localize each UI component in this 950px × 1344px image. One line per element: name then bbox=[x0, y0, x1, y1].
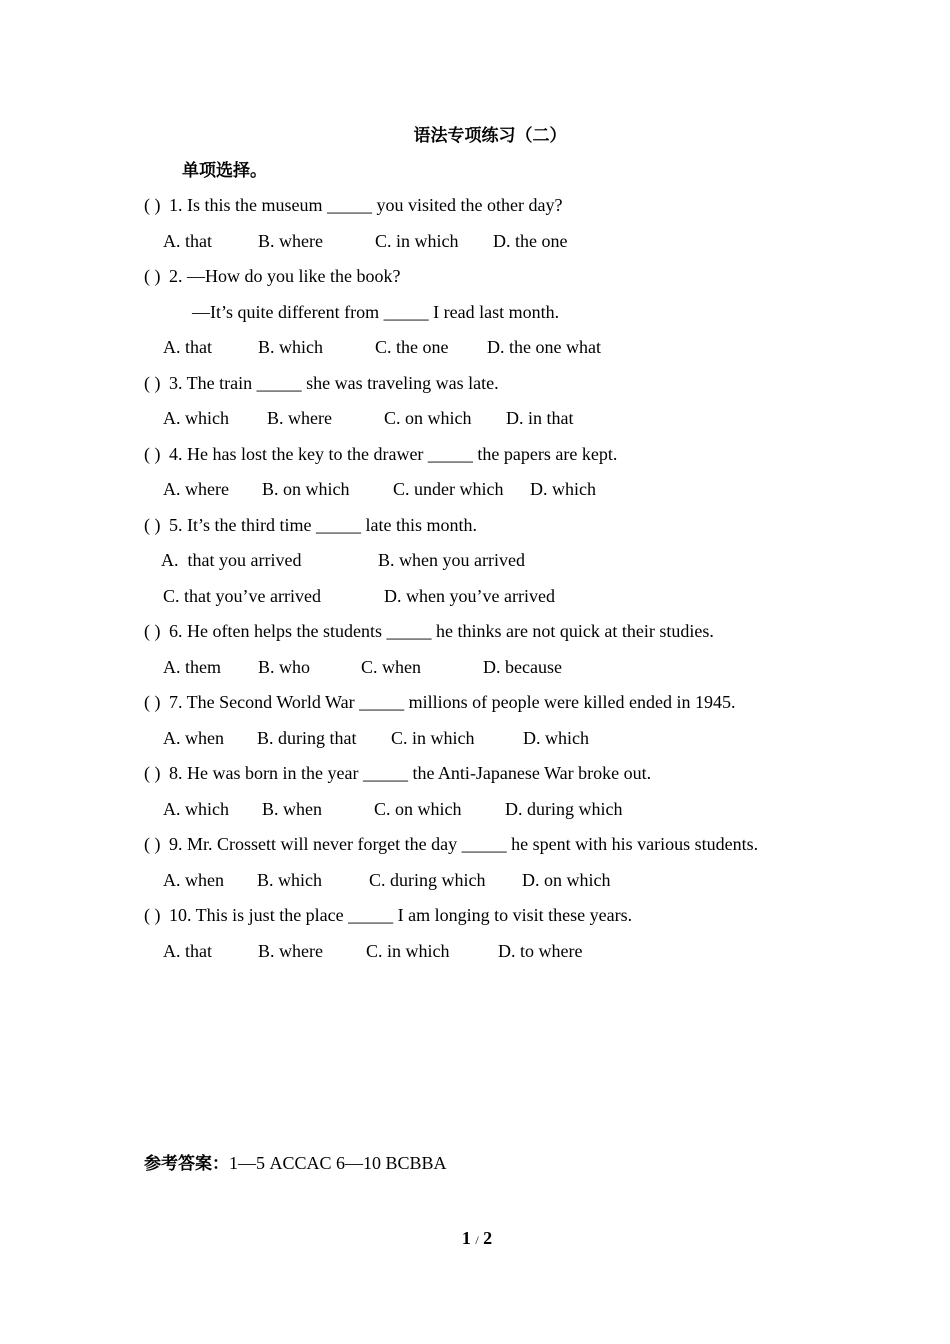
option-d: D. which bbox=[523, 728, 589, 748]
option-a: A. which bbox=[163, 408, 229, 428]
page-number bbox=[0, 1226, 950, 1252]
option-c: C. when bbox=[361, 657, 421, 677]
option-a: A. when bbox=[163, 728, 224, 748]
page-current: 1 bbox=[461, 1228, 471, 1248]
page-title: 语法专项练习（二） bbox=[413, 126, 567, 146]
option-b: B. which bbox=[258, 337, 323, 357]
question-10 bbox=[144, 903, 632, 927]
answer-blank: ( ) bbox=[144, 195, 161, 215]
answer-blank: ( ) bbox=[144, 444, 161, 464]
option-c: C. that you’ve arrived bbox=[163, 586, 321, 606]
answer-blank: ( ) bbox=[144, 515, 161, 535]
answer-blank: ( ) bbox=[144, 692, 161, 712]
question-4 bbox=[144, 442, 617, 466]
question-8 bbox=[144, 761, 651, 785]
option-c: C. in which bbox=[375, 231, 459, 251]
answer-blank: ( ) bbox=[144, 266, 161, 286]
option-b: B. on which bbox=[262, 479, 350, 499]
question-5 bbox=[144, 513, 477, 537]
option-a: A. that you arrived bbox=[161, 550, 302, 570]
section-heading: 单项选择。 bbox=[182, 161, 267, 181]
option-c: C. in which bbox=[366, 941, 450, 961]
option-d: D. because bbox=[483, 657, 562, 677]
option-d: D. which bbox=[530, 479, 596, 499]
question-text: 2. —How do you like the book? bbox=[169, 266, 401, 286]
question-text: 7. The Second World War _____ millions of people were killed ended in 1945. bbox=[169, 692, 736, 712]
question-text: 9. Mr. Crossett will never forget the day _____ he spent with his various students. bbox=[169, 834, 759, 854]
question-text: 1. Is this the museum _____ you visited the other day? bbox=[169, 195, 563, 215]
option-d: D. to where bbox=[498, 941, 583, 961]
question-7 bbox=[144, 690, 736, 714]
option-a: A. when bbox=[163, 870, 224, 890]
question-1 bbox=[144, 193, 562, 217]
option-d: D. when you’ve arrived bbox=[384, 586, 555, 606]
option-d: D. during which bbox=[505, 799, 623, 819]
answer-blank: ( ) bbox=[144, 373, 161, 393]
question-6 bbox=[144, 619, 714, 643]
option-b: B. where bbox=[258, 231, 323, 251]
answer-blank: ( ) bbox=[144, 763, 161, 783]
answer-blank: ( ) bbox=[144, 905, 161, 925]
question-text: 4. He has lost the key to the drawer _____ the papers are kept. bbox=[169, 444, 618, 464]
option-c: C. during which bbox=[369, 870, 486, 890]
option-d: D. on which bbox=[522, 870, 611, 890]
option-d: D. the one bbox=[493, 231, 568, 251]
option-c: C. on which bbox=[374, 799, 462, 819]
answer-key-text: 1—5 ACCAC 6—10 BCBBA bbox=[229, 1153, 447, 1173]
option-b: B. where bbox=[258, 941, 323, 961]
option-b: B. during that bbox=[257, 728, 357, 748]
question-text: 10. This is just the place _____ I am longing to visit these years. bbox=[169, 905, 633, 925]
option-a: A. which bbox=[163, 799, 229, 819]
option-a: A. them bbox=[163, 657, 221, 677]
option-c: C. in which bbox=[391, 728, 475, 748]
option-a: A. that bbox=[163, 231, 212, 251]
option-c: C. on which bbox=[384, 408, 472, 428]
option-b: B. which bbox=[257, 870, 322, 890]
page-separator: / bbox=[475, 1233, 479, 1247]
question-text: 6. He often helps the students _____ he thinks are not quick at their studies. bbox=[169, 621, 714, 641]
question-9 bbox=[144, 832, 758, 856]
answer-blank: ( ) bbox=[144, 621, 161, 641]
question-2 bbox=[144, 264, 400, 288]
option-b: B. when you arrived bbox=[378, 550, 525, 570]
question-text: 3. The train _____ she was traveling was late. bbox=[169, 373, 499, 393]
option-b: B. who bbox=[258, 657, 311, 677]
option-d: D. in that bbox=[506, 408, 574, 428]
option-d: D. the one what bbox=[487, 337, 601, 357]
question-text: 8. He was born in the year _____ the Anti-Japanese War broke out. bbox=[169, 763, 652, 783]
option-a: A. that bbox=[163, 337, 212, 357]
answer-key bbox=[144, 1151, 447, 1176]
option-b: B. when bbox=[262, 799, 322, 819]
question-3 bbox=[144, 371, 499, 395]
option-a: A. where bbox=[163, 479, 229, 499]
question-text: 5. It’s the third time _____ late this month. bbox=[169, 515, 477, 535]
answer-blank: ( ) bbox=[144, 834, 161, 854]
option-b: B. where bbox=[267, 408, 332, 428]
question-2-reply: —It’s quite different from _____ I read last month. bbox=[192, 302, 560, 322]
page-total: 2 bbox=[483, 1228, 493, 1248]
option-c: C. the one bbox=[375, 337, 449, 357]
option-c: C. under which bbox=[393, 479, 504, 499]
option-a: A. that bbox=[163, 941, 212, 961]
answer-key-label: 参考答案： bbox=[144, 1154, 229, 1174]
